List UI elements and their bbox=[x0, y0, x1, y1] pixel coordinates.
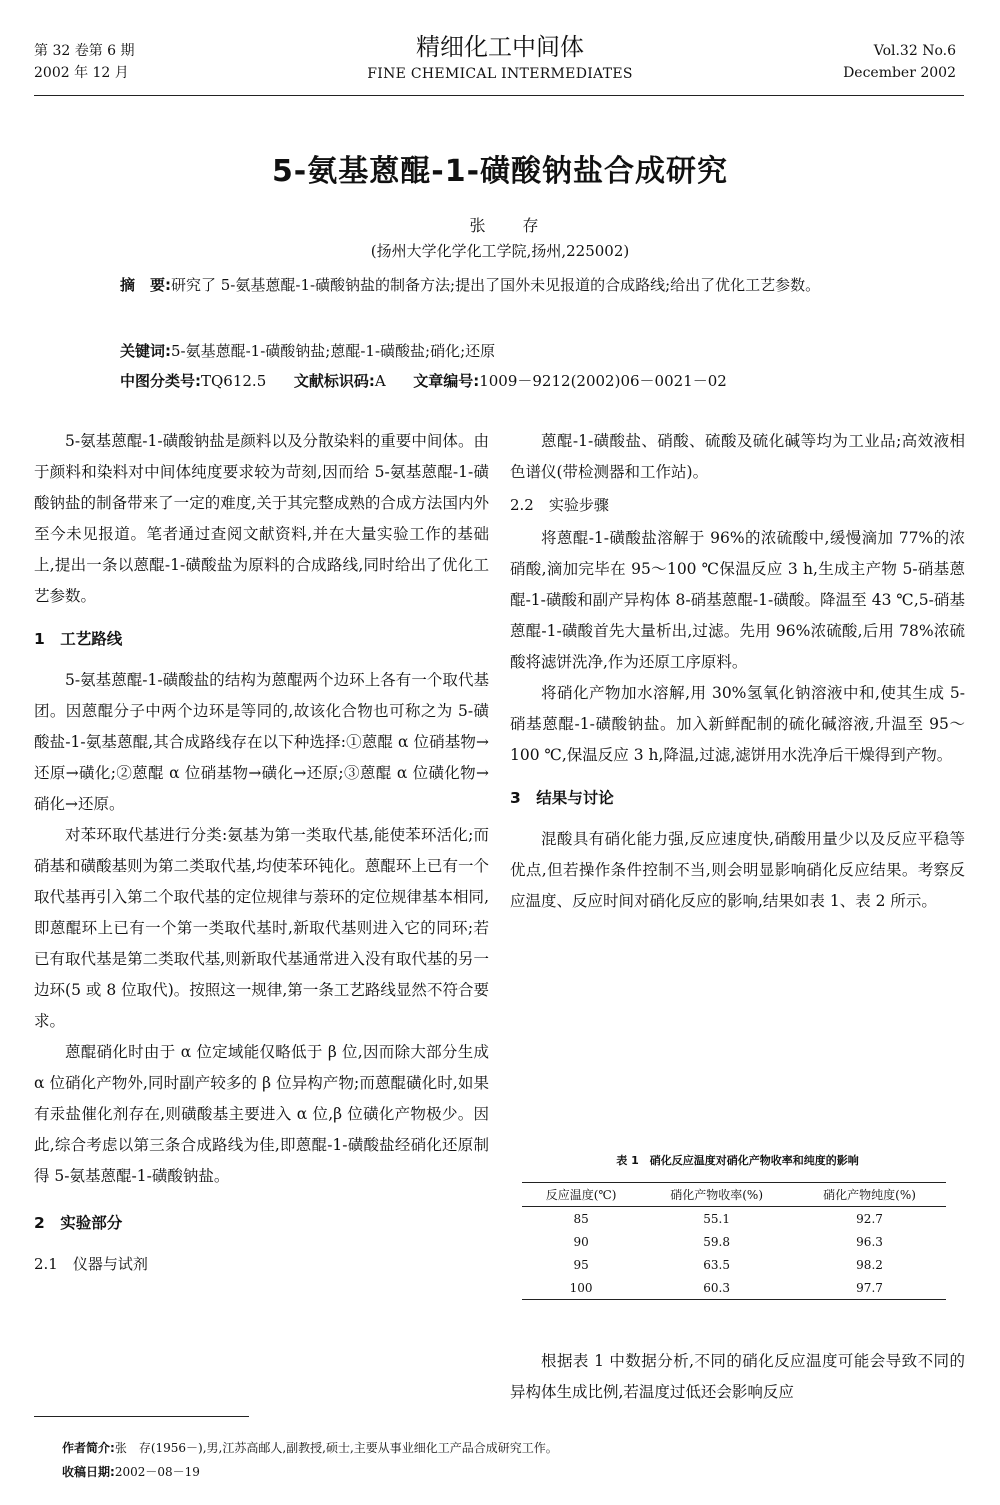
procedure-paragraph-2: 将硝化产物加水溶解,用 30%氢氧化钠溶液中和,使其生成 5-硝基蒽醌-1-磺酸钠盐。加入新鲜配制的硫化碱溶液,升温至 95～100 ℃,保温反应 3 h,降温,过滤,滤饼用水洗净后干燥得到产物。 bbox=[510, 684, 965, 764]
keywords bbox=[120, 336, 970, 366]
footnote-rule bbox=[34, 1416, 249, 1417]
table-row bbox=[522, 1276, 946, 1300]
table-cell: 100 bbox=[522, 1276, 640, 1300]
abstract-text: 研究了 5-氨基蒽醌-1-磺酸钠盐的制备方法;提出了国外未见报道的合成路线;给出了优化工艺参数。 bbox=[171, 276, 821, 294]
author-bio bbox=[62, 1436, 558, 1460]
affiliation: (扬州大学化学化工学院,扬州,225002) bbox=[370, 242, 630, 260]
section-1-heading: 1 工艺路线 bbox=[34, 630, 123, 648]
received-date-label: 收稿日期: bbox=[62, 1465, 115, 1479]
procedure-paragraph-1: 将蒽醌-1-磺酸盐溶解于 96%的浓硫酸中,缓慢滴加 77%的浓硝酸,滴加完毕在 95～100 ℃保温反应 3 h,生成主产物 5-硝基蒽醌-1-磺酸和副产异构体 8-硝基蒽醌-1-磺酸。降温至 43 ℃,5-硝基蒽醌-1-磺酸首先大量析出,过滤。先用 96%浓硫酸,后用 78%浓硫酸将滤饼洗净,作为还原工序原料。 bbox=[510, 529, 965, 671]
classification bbox=[120, 366, 970, 396]
received-date-text: 2002－08－19 bbox=[114, 1465, 200, 1479]
volume-en: Vol.32 No.6 bbox=[873, 43, 956, 59]
date-cn: 2002 年 12 月 bbox=[34, 65, 129, 81]
section-3-heading: 3 结果与讨论 bbox=[510, 789, 614, 807]
intro-paragraph: 5-氨基蒽醌-1-磺酸钠盐是颜料以及分散染料的重要中间体。由于颜料和染料对中间体纯度要求较为苛刻,因而给 5-氨基蒽醌-1-磺酸钠盐的制备带来了一定的难度,关于其完整成熟的合成方法国内外至今未见报道。笔者通过查阅文献资料,并在大量实验工作的基础上,提出一条以蒽醌-1-磺酸盐为原料的合成路线,同时给出了优化工艺参数。 bbox=[34, 432, 489, 605]
route-paragraph: 5-氨基蒽醌-1-磺酸盐的结构为蒽醌两个边环上各有一个取代基团。因蒽醌分子中两个边环是等同的,故该化合物也可称之为 5-磺酸盐-1-氨基蒽醌,其合成路线存在以下种选择:①蒽醌 α 位硝基物→还原→磺化;②蒽醌 α 位硝基物→磺化→还原;③蒽醌 α 位磺化物→硝化→还原。 bbox=[34, 671, 489, 813]
header-rule bbox=[34, 95, 964, 96]
table-row bbox=[522, 1207, 946, 1231]
table-cell: 90 bbox=[573, 1234, 589, 1249]
journal-name-cn: 精细化工中间体 bbox=[416, 33, 584, 61]
table-cell: 55.1 bbox=[703, 1211, 730, 1226]
table-header-cell: 硝化产物收率(%) bbox=[640, 1183, 793, 1207]
author-bio-text: 张 存(1956－),男,江苏高邮人,副教授,硕士,主要从事业细化工产品合成研究工作。 bbox=[114, 1441, 558, 1455]
table-header-row bbox=[522, 1183, 946, 1207]
doc-code-label: 文献标识码: bbox=[293, 372, 375, 390]
paper-title: 5-氨基蒽醌-1-磺酸钠盐合成研究 bbox=[271, 154, 729, 189]
results-paragraph: 混酸具有硝化能力强,反应速度快,硝酸用量少以及反应平稳等优点,但若操作条件控制不当,则会明显影响硝化反应结果。考察反应温度、反应时间对硝化反应的影响,结果如表 1、表 2 所示。 bbox=[510, 830, 965, 910]
table-cell: 97.7 bbox=[793, 1276, 946, 1300]
journal-name-en: FINE CHEMICAL INTERMEDIATES bbox=[367, 66, 633, 82]
analysis-paragraph-wrap bbox=[510, 1346, 965, 1408]
table-cell: 98.2 bbox=[856, 1257, 883, 1272]
section-2-heading: 2 实验部分 bbox=[34, 1214, 123, 1232]
article-number-label: 文章编号: bbox=[413, 372, 480, 390]
table-row bbox=[522, 1230, 946, 1253]
left-column bbox=[34, 426, 489, 1282]
author: 张 存 bbox=[469, 216, 555, 235]
table-cell: 60.3 bbox=[640, 1276, 793, 1300]
table-cell: 63.5 bbox=[703, 1257, 730, 1272]
table-cell: 59.8 bbox=[703, 1234, 730, 1249]
table-cell: 85 bbox=[573, 1211, 589, 1226]
table-header-cell: 硝化产物纯度(%) bbox=[793, 1183, 946, 1207]
keywords-text: 5-氨基蒽醌-1-磺酸钠盐;蒽醌-1-磺酸盐;硝化;还原 bbox=[171, 342, 496, 360]
journal-name bbox=[300, 30, 700, 84]
analysis-paragraph: 根据表 1 中数据分析,不同的硝化反应温度可能会导致不同的异构体生成比例,若温度过低还会影响反应 bbox=[510, 1352, 965, 1401]
abstract bbox=[80, 270, 930, 300]
doc-code: A bbox=[374, 372, 386, 390]
table-cell: 92.7 bbox=[856, 1211, 883, 1226]
section-2-1-heading: 2.1 仪器与试剂 bbox=[34, 1255, 148, 1273]
abstract-label: 摘 要: bbox=[120, 276, 171, 294]
clc-code: TQ612.5 bbox=[201, 372, 267, 390]
table-cell: 96.3 bbox=[856, 1234, 883, 1249]
table-cell: 95 bbox=[573, 1257, 589, 1272]
issue-info-en bbox=[843, 40, 956, 84]
clc-label: 中图分类号: bbox=[120, 372, 201, 390]
keywords-label: 关键词: bbox=[120, 342, 171, 360]
substituent-paragraph: 对苯环取代基进行分类:氨基为第一类取代基,能使苯环活化;而硝基和磺酸基则为第二类取代基,均使苯环钝化。蒽醌环上已有一个取代基再引入第二个取代基的定位规律与萘环的定位规律基本相同,即蒽醌环上已有一个第一类取代基时,新取代基则进入它的同环;若已有取代基是第二类取代基,则新取代基通常进入没有取代基的另一边环(5 或 8 位取代)。按照这一规律,第一条工艺路线显然不符合要求。 bbox=[34, 826, 489, 1030]
volume-cn: 第 32 卷第 6 期 bbox=[34, 43, 135, 59]
nitration-paragraph: 蒽醌硝化时由于 α 位定域能仅略低于 β 位,因而除大部分生成 α 位硝化产物外,同时副产较多的 β 位异构产物;而蒽醌磺化时,如果有汞盐催化剂存在,则磺酸基主要进入 α 位,β 位磺化产物极少。因此,综合考虑以第三条合成路线为佳,即蒽醌-1-磺酸盐经硝化还原制得 5-氨基蒽醌-1-磺酸钠盐。 bbox=[34, 1043, 489, 1185]
table-row bbox=[522, 1253, 946, 1276]
section-2-2-heading: 2.2 实验步骤 bbox=[510, 496, 609, 514]
issue-info bbox=[34, 40, 135, 84]
table-header-cell: 反应温度(℃) bbox=[522, 1183, 640, 1207]
received-date bbox=[62, 1460, 200, 1484]
author-bio-label: 作者简介: bbox=[62, 1441, 115, 1455]
table-1 bbox=[522, 1182, 946, 1300]
article-number: 1009－9212(2002)06－0021－02 bbox=[479, 372, 727, 390]
date-en: December 2002 bbox=[843, 65, 956, 81]
right-column bbox=[510, 426, 965, 917]
reagents-paragraph: 蒽醌-1-磺酸盐、硝酸、硫酸及硫化碱等均为工业品;高效液相色谱仪(带检测器和工作站)。 bbox=[510, 432, 965, 481]
table-1-caption: 表 1 硝化反应温度对硝化产物收率和纯度的影响 bbox=[616, 1154, 859, 1167]
